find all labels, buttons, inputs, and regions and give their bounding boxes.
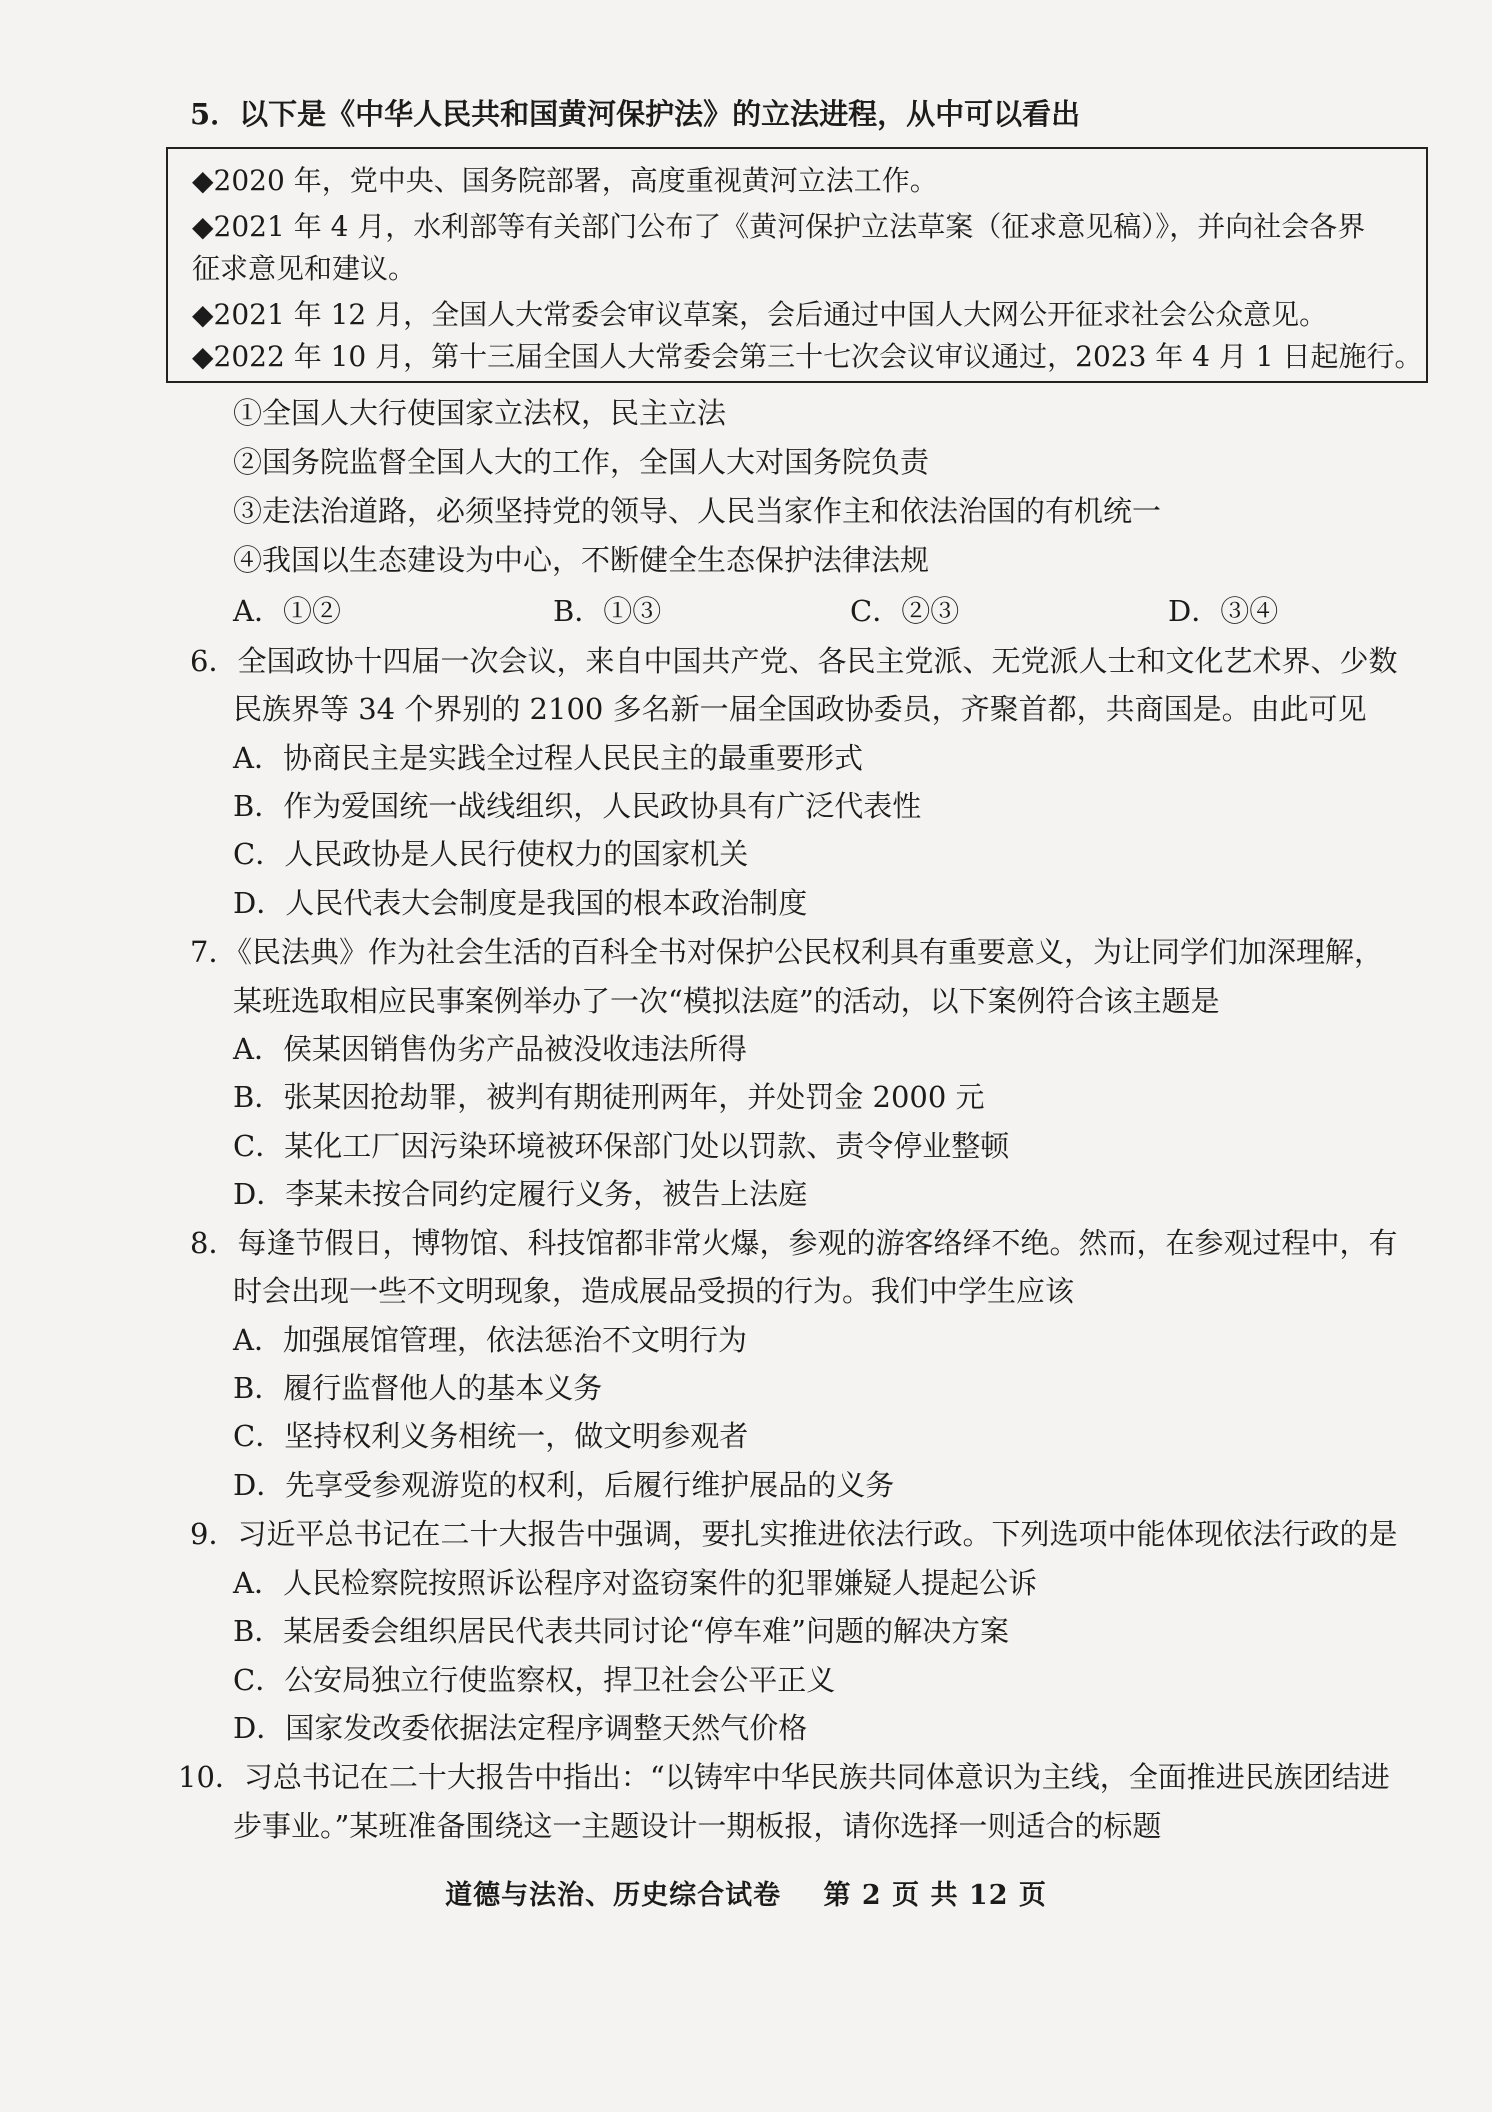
q5-option-b: B．①③ [553,594,662,628]
q9-stem: 9．习近平总书记在二十大报告中强调，要扎实推进依法行政。下列选项中能体现依法行政的是 [190,1517,1398,1551]
q6-stem-1: 6．全国政协十四届一次会议，来自中国共产党、各民主党派、无党派人士和文化艺术界、少数 [190,644,1398,678]
q5-item-2: ②国务院监督全国人大的工作，全国人大对国务院负责 [233,445,930,479]
q7-option-d: D．李某未按合同约定履行义务，被告上法庭 [233,1177,808,1211]
q7-option-a: A．侯某因销售伪劣产品被没收违法所得 [233,1032,747,1066]
q5-option-a: A．①② [233,594,341,628]
q5-box-line-3: 征求意见和建议。 [192,252,417,285]
q6-option-c: C．人民政协是人民行使权力的国家机关 [233,837,749,871]
q10-stem-2: 步事业。”某班准备围绕这一主题设计一期板报，请你选择一则适合的标题 [233,1809,1162,1843]
q6-stem-2: 民族界等 34 个界别的 2100 多名新一届全国政协委员，齐聚首都，共商国是。由此可见 [233,692,1367,726]
q6-option-a: A．协商民主是实践全过程人民民主的最重要形式 [233,741,863,775]
q5-box-line-1: ◆2020 年，党中央、国务院部署，高度重视黄河立法工作。 [192,164,938,197]
q7-option-b: B．张某因抢劫罪，被判有期徒刑两年，并处罚金 2000 元 [233,1080,985,1114]
q7-option-c: C．某化工厂因污染环境被环保部门处以罚款、责令停业整顿 [233,1129,1010,1163]
q5-stem: 5．以下是《中华人民共和国黄河保护法》的立法进程，从中可以看出 [190,97,1081,131]
q8-option-d: D．先享受参观游览的权利，后履行维护展品的义务 [233,1468,895,1502]
q7-stem-1: 7．《民法典》作为社会生活的百科全书对保护公民权利具有重要意义，为让同学们加深理解， [190,935,1383,969]
q8-option-a: A．加强展馆管理，依法惩治不文明行为 [233,1323,747,1357]
footer-page-number: 第 2 页 共 12 页 [823,1880,1047,1911]
q8-stem-1: 8．每逢节假日，博物馆、科技馆都非常火爆，参观的游客络绎不绝。然而，在参观过程中，有 [190,1226,1398,1260]
footer-exam-title: 道德与法治、历史综合试卷 [445,1880,782,1911]
q5-box-line-4: ◆2021 年 12 月，全国人大常委会审议草案，会后通过中国人大网公开征求社会公众意见。 [192,298,1328,331]
page-footer [0,1873,1492,1912]
q7-stem-2: 某班选取相应民事案例举办了一次“模拟法庭”的活动，以下案例符合该主题是 [233,984,1220,1018]
q10-stem-1: 10．习总书记在二十大报告中指出：“以铸牢中华民族共同体意识为主线，全面推进民族团结进 [178,1760,1390,1794]
q5-option-c: C．②③ [850,594,960,628]
q5-item-1: ①全国人大行使国家立法权，民主立法 [233,396,727,430]
q9-option-c: C．公安局独立行使监察权，捍卫社会公平正义 [233,1663,836,1697]
q5-box-line-5: ◆2022 年 10 月，第十三届全国人大常委会第三十七次会议审议通过，2023 年 4 月 1 日起施行。 [192,340,1423,373]
q5-item-4: ④我国以生态建设为中心，不断健全生态保护法律法规 [233,543,930,577]
q5-item-3: ③走法治道路，必须坚持党的领导、人民当家作主和依法治国的有机统一 [233,494,1162,528]
q5-options [233,591,1433,631]
q8-option-c: C．坚持权利义务相统一，做文明参观者 [233,1419,749,1453]
q6-option-b: B．作为爱国统一战线组织，人民政协具有广泛代表性 [233,789,922,823]
q5-legislation-box [166,147,1428,383]
q9-option-a: A．人民检察院按照诉讼程序对盗窃案件的犯罪嫌疑人提起公诉 [233,1566,1037,1600]
q8-stem-2: 时会出现一些不文明现象，造成展品受损的行为。我们中学生应该 [233,1274,1075,1308]
q5-option-d: D．③④ [1168,594,1279,628]
q9-option-b: B．某居委会组织居民代表共同讨论“停车难”问题的解决方案 [233,1614,1009,1648]
q9-option-d: D．国家发改委依据法定程序调整天然气价格 [233,1711,808,1745]
q8-option-b: B．履行监督他人的基本义务 [233,1371,603,1405]
q5-box-line-2: ◆2021 年 4 月，水利部等有关部门公布了《黄河保护立法草案（征求意见稿）》，并向社会各界 [192,210,1366,243]
q6-option-d: D．人民代表大会制度是我国的根本政治制度 [233,886,808,920]
